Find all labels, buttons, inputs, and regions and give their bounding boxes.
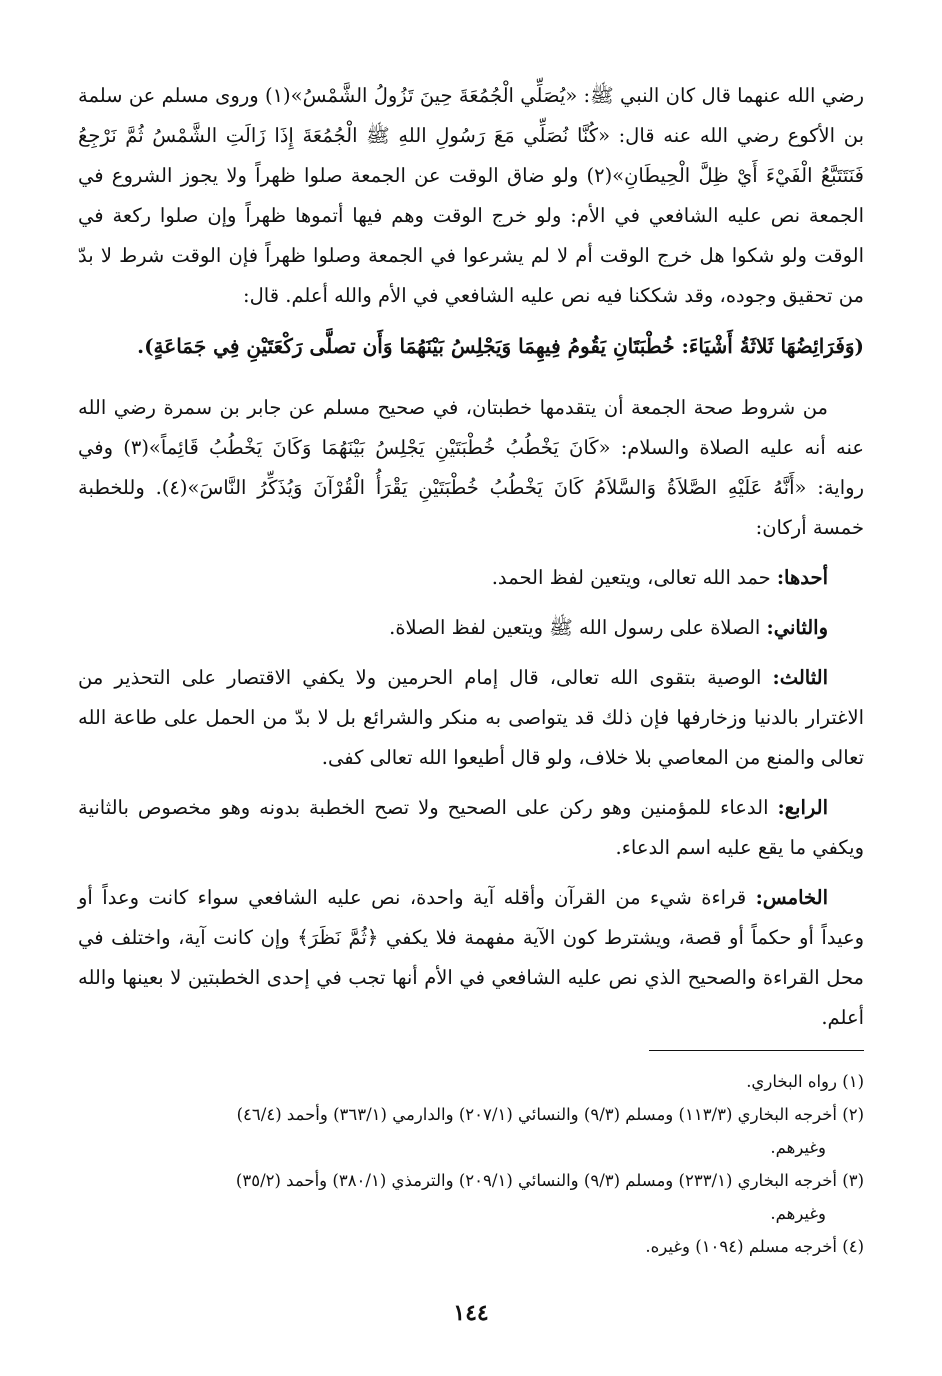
footnotes <box>78 1065 864 1263</box>
footnote-continuation: وغيرهم. <box>770 1138 826 1157</box>
footnote-text: أخرجه البخاري (١١٣/٣) ومسلم (٩/٣) والنسائي (٢٠٧/١) والدارمي (٣٦٣/١) وأحمد (٤٦/٤) <box>236 1105 843 1124</box>
paragraph-hadith: رضي الله عنهما قال كان النبي ﷺ: «يُصَلِّي الْجُمُعَةَ حِينَ تَزُولُ الشَّمْسُ»(١) وروى مسلم عن سلمة بن الأكوع رضي الله عنه قال: «كُنَّا نُصَلِّي مَعَ رَسُولِ اللهِ ﷺ الْجُمُعَةَ إِذَا زَالَتِ الشَّمْسُ ثُمَّ نَرْجِعُ فَنَتَتَبَّعُ الْفَيْءَ أَيْ ظِلَّ الْحِيطَانِ»(٢) ولو ضاق الوقت عن الجمعة صلوا ظهراً ولا يجوز الشروع في الجمعة نص عليه الشافعي في الأم: ولو خرج الوقت وهم فيها أتموها ظهراً وإن صلوا ركعة في الوقت ولو شكوا هل خرج الوقت أم لا لم يشرعوا في الجمعة وصلوا ظهراً فإن الوقت شرط لا بدّ من تحقيق وجوده، وقد شككنا فيه نص عليه الشافعي في الأم والله أعلم. قال: <box>78 84 864 307</box>
matn-verse: (وَفَرَائِضُهَا ثَلاثَةُ أَشْيَاءَ: خُطْبَتَانِ يَقُومُ فِيهِمَا وَيَجْلِسُ بَيْنَهُمَا وَأَن تصلَّى رَكْعَتَيْنِ فِي جَمَاعَةٍ). <box>137 334 864 358</box>
pillar-text: الوصية بتقوى الله تعالى، قال إمام الحرمين ولا يكفي الاقتصار على التحذير من الاغترار بالدنيا وزخارفها فإن ذلك قد يتواصى به منكر والشرائع بل لا بدّ من الحمل على طاعة الله تعالى والمنع من المعاصي بلا خلاف، ولو قال أطيعوا الله تعالى كفى. <box>78 666 864 769</box>
pillar-third <box>78 658 864 778</box>
footnote-divider <box>649 1050 864 1051</box>
footnote-number: (٣) <box>842 1171 864 1190</box>
paragraph-khutbah: من شروط صحة الجمعة أن يتقدمها خطبتان، في صحيح مسلم عن جابر بن سمرة رضي الله عنه أنه عليه الصلاة والسلام: «كَانَ يَخْطُبُ خُطْبَتَيْنِ يَجْلِسُ بَيْنَهُمَا وَكَانَ يَخْطُبُ قَائِماً»(٣) وفي رواية: «أَنَّهُ عَلَيْهِ الصَّلاَةُ وَالسَّلاَمُ كَانَ يَخْطُبُ خُطْبَتَيْنِ يَقْرَأُ الْقُرْآنَ وَيُذَكِّرُ النَّاسَ»(٤). وللخطبة خمسة أركان: <box>78 396 864 539</box>
pillar-label: والثاني: <box>766 616 828 639</box>
footnote-1 <box>78 1065 864 1098</box>
page-number: ١٤٤ <box>453 1300 489 1326</box>
pillar-label: أحدها: <box>776 566 828 589</box>
pillar-fifth <box>78 878 864 1038</box>
footnote-number: (٢) <box>842 1105 864 1124</box>
pillar-text: حمد الله تعالى، ويتعين لفظ الحمد. <box>491 566 777 589</box>
pillar-text: الصلاة على رسول الله ﷺ ويتعين لفظ الصلاة. <box>389 616 767 639</box>
pillar-fourth <box>78 788 864 868</box>
footnote-2 <box>78 1098 864 1164</box>
pillar-label: الرابع: <box>777 796 828 819</box>
footnote-3 <box>78 1164 864 1230</box>
pillar-label: الثالث: <box>772 666 828 689</box>
footnote-4 <box>78 1230 864 1263</box>
footnote-number: (٤) <box>842 1237 864 1256</box>
pillar-second <box>78 608 864 648</box>
footnote-text: أخرجه البخاري (٢٣٣/١) ومسلم (٩/٣) والنسائي (٢٠٩/١) والترمذي (٣٨٠/١) وأحمد (٣٥/٢) <box>235 1171 843 1190</box>
pillar-text: الدعاء للمؤمنين وهو ركن على الصحيح ولا تصح الخطبة بدونه وهو مخصوص بالثانية ويكفي ما يقع عليه اسم الدعاء. <box>78 796 864 859</box>
footnote-text: رواه البخاري. <box>746 1072 843 1091</box>
pillar-text: قراءة شيء من القرآن وأقله آية واحدة، نص عليه الشافعي سواء كانت وعداً أو وعيداً أو حكماً أو قصة، ويشترط كون الآية مفهمة فلا يكفي ﴿ثُمَّ نَظَرَ﴾ وإن كانت آية، واختلف في محل القراءة والصحيح الذي نص عليه الشافعي في الأم أنها تجب في إحدى الخطبتين لا بعينها والله أعلم. <box>78 886 865 1029</box>
footnote-continuation: وغيرهم. <box>770 1204 826 1223</box>
pillar-first <box>78 558 864 598</box>
pillar-label: الخامس: <box>755 886 828 909</box>
main-text <box>78 76 864 1038</box>
footnote-number: (١) <box>842 1072 864 1091</box>
footnote-text: أخرجه مسلم (١٠٩٤) وغيره. <box>645 1237 843 1256</box>
